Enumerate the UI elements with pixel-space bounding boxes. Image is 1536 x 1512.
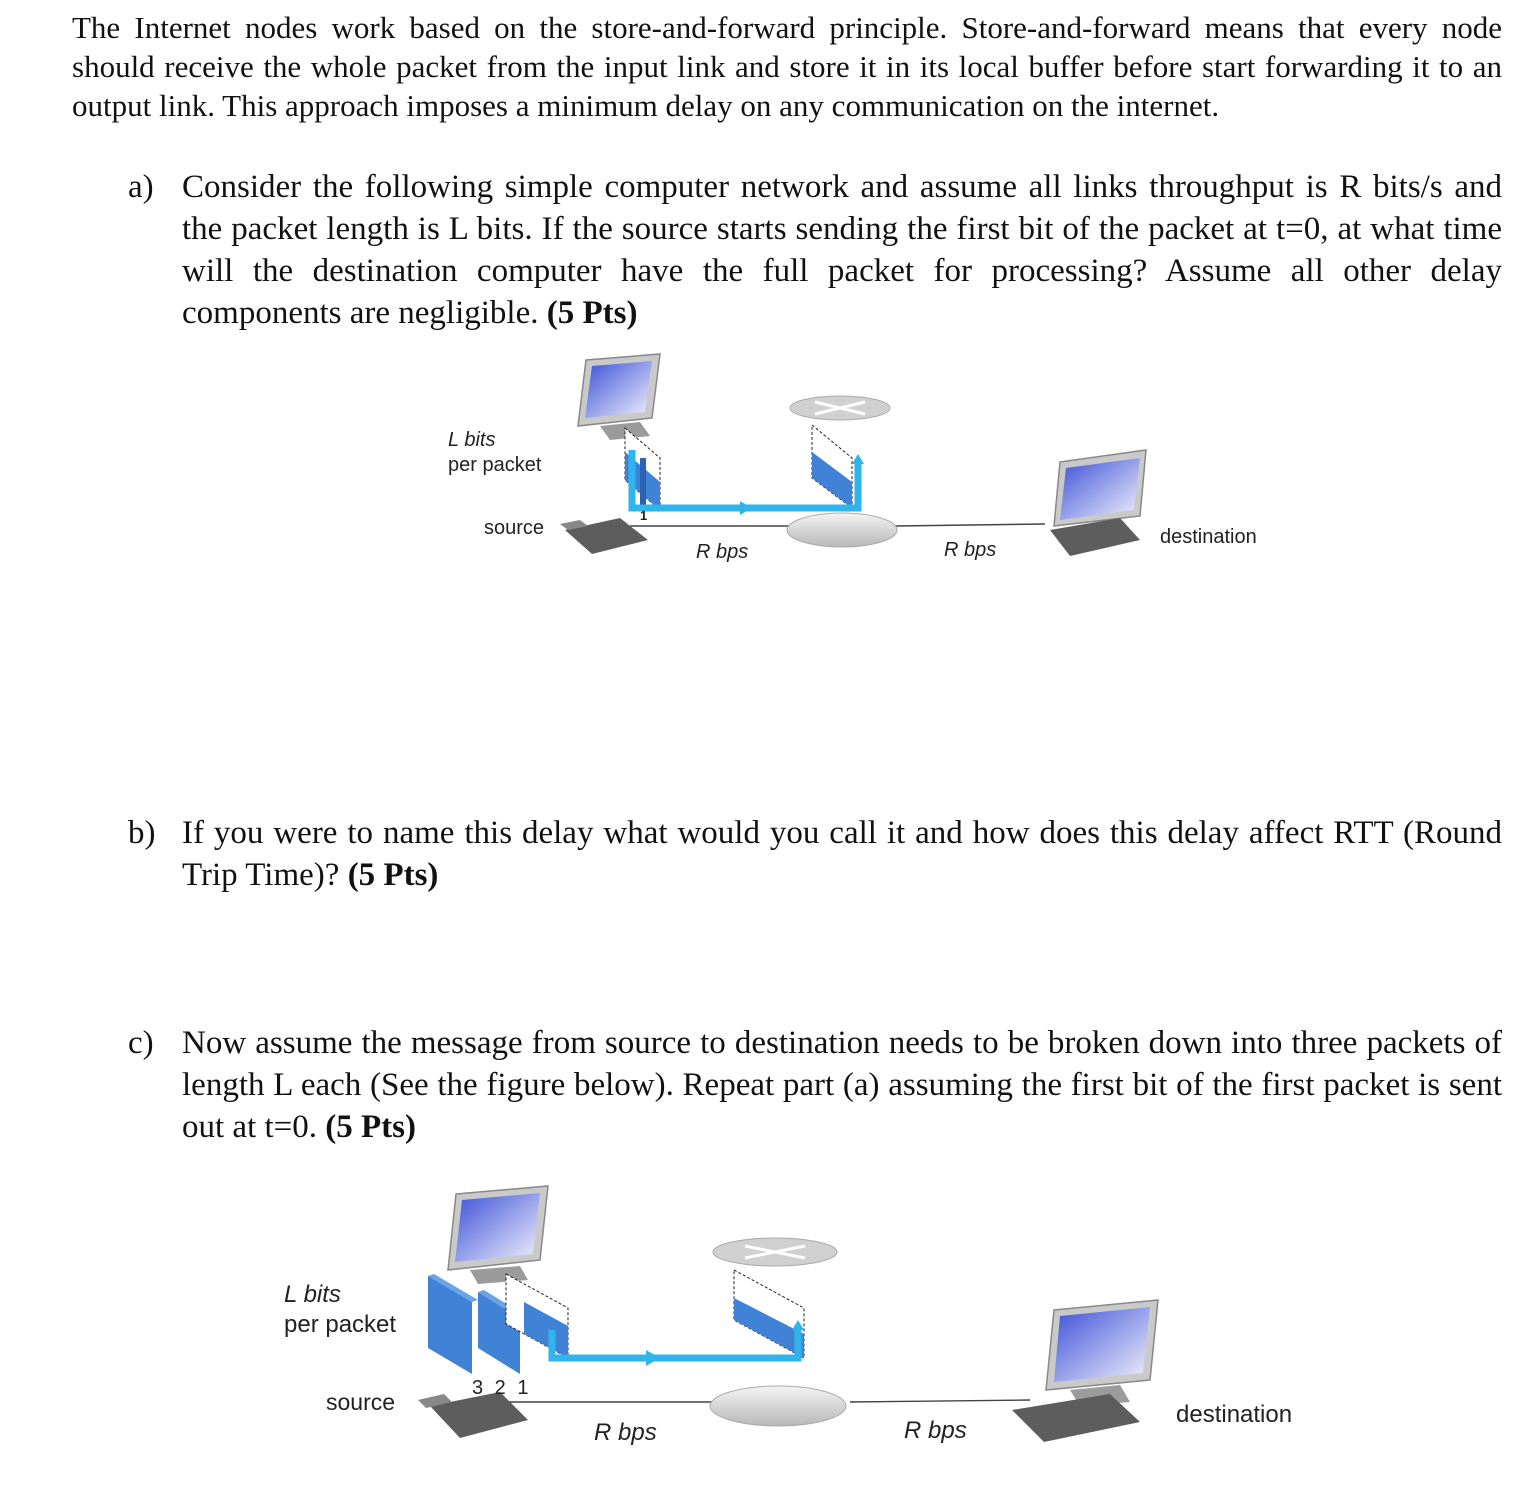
source-label: source [484,517,545,539]
intro-paragraph: The Internet nodes work based on the store-and-forward principle. Store-and-forward means that every node should receive the whole packet from the input link and store it in its local buffer before start forwarding it to an output link. This approach imposes a minimum delay on any communication on the internet. [72,10,1502,123]
question-b-text: If you were to name this delay what would you call it and how does this delay affect RTT (Round Trip Time)? [182,815,1502,893]
source-monitor-icon [448,1186,548,1284]
figure-2-network-diagram [0,1180,1536,1480]
flow-arrow-head [646,1350,660,1366]
router-buffer-packet-icon [734,1270,804,1358]
bits-label-2: per packet [448,454,542,476]
question-a-label: a) [128,169,154,205]
question-b-label: b) [128,815,156,851]
question-c-points: (5 Pts) [325,1109,416,1145]
source-monitor-icon [578,354,660,440]
link-2-line [850,1400,1030,1402]
question-b [128,812,1502,896]
router-buffer-packet-icon [812,425,852,508]
question-a-text: Consider the following simple computer network and assume all links throughput is R bits/s and the packet length is L bits. If the source starts sending the first bit of the packet at t=0, at what time will the destination computer have the full packet for processing? Assume all other delay components are negligible. [182,169,1502,331]
packet-3-icon [428,1274,478,1374]
bits-label-1: L bits [448,429,496,451]
link-2-line [895,524,1045,526]
source-label: source [326,1389,396,1415]
packet-number-label: 1 [640,508,648,523]
figure-1-network-diagram [0,340,1536,600]
bits-label-1: L bits [284,1281,341,1308]
bits-label-2: per packet [284,1311,397,1338]
link-1-label: R bps [594,1419,657,1446]
destination-label: destination [1160,526,1257,548]
question-b-points: (5 Pts) [347,857,439,893]
destination-label: destination [1176,1401,1293,1428]
source-keyboard-icon [560,518,648,554]
destination-monitor-icon [1054,450,1146,526]
link-1-label: R bps [696,541,749,563]
question-c-label: c) [128,1025,154,1061]
packet-numbers-label: 3 2 1 [472,1377,532,1399]
link-2-label: R bps [944,539,997,561]
question-a [128,166,1502,334]
link-2-label: R bps [904,1417,967,1444]
flow-arrow-head [740,501,752,515]
question-c-text: Now assume the message from source to destination needs to be broken down into three packets of length L each (See the figure below). Repeat part (a) assuming the first bit of the first packet is sent out at t=0. [182,1025,1502,1145]
destination-monitor-icon [1046,1300,1158,1406]
question-c [128,1022,1502,1148]
question-a-points: (5 Pts) [546,295,638,331]
